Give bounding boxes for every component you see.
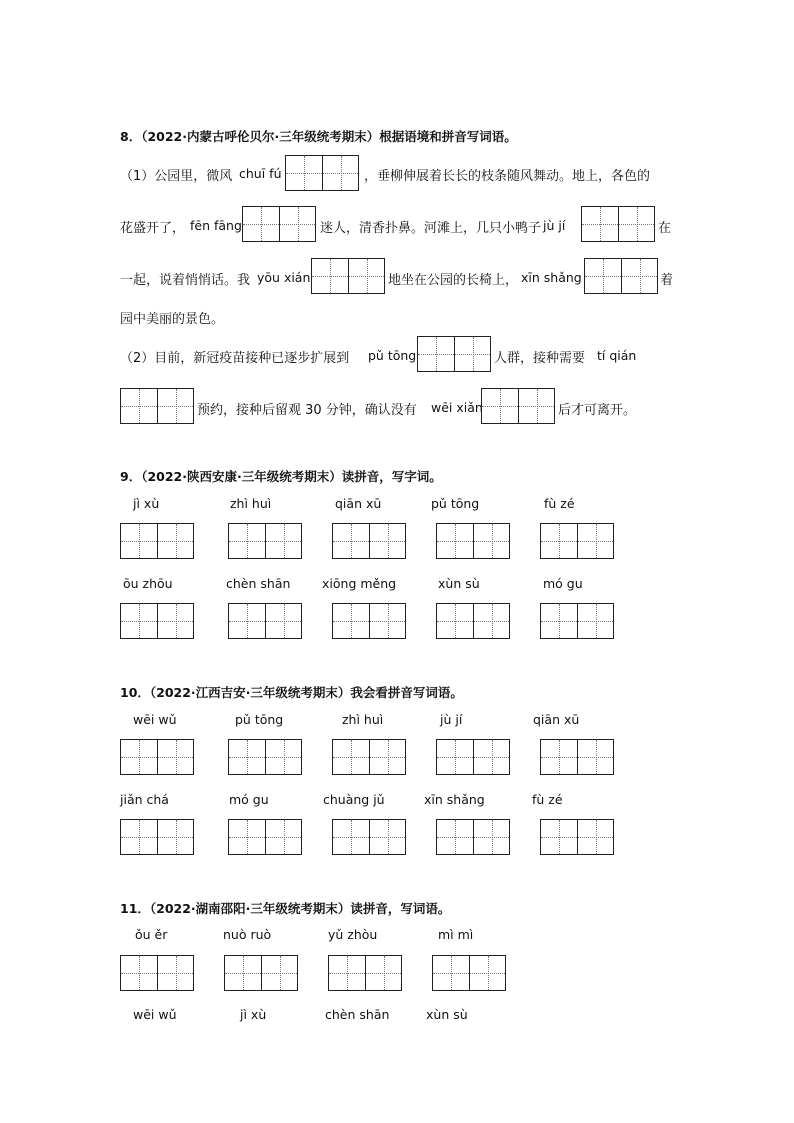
- q10-answer-box[interactable]: [228, 819, 302, 855]
- q8-text-2a: 花盛开了，: [120, 221, 186, 236]
- q9-answer-box[interactable]: [228, 523, 302, 559]
- q9-answer-box[interactable]: [332, 523, 406, 559]
- q9-answer-box[interactable]: [120, 603, 194, 639]
- q8-text-5a: （2）目前，新冠疫苗接种已逐步扩展到: [120, 351, 350, 366]
- q8-pinyin-weixian: wēi xiǎn: [431, 400, 483, 415]
- q9-pinyin: jì xù: [133, 496, 160, 511]
- q10-pinyin: xīn shǎng: [424, 792, 485, 807]
- q11-answer-box[interactable]: [224, 955, 298, 991]
- q11-pinyin: nuò ruò: [223, 927, 272, 942]
- q11-pinyin: xùn sù: [426, 1007, 468, 1022]
- q10-answer-box[interactable]: [540, 819, 614, 855]
- q9-pinyin: ōu zhōu: [123, 576, 173, 591]
- q11-pinyin: wēi wǔ: [133, 1007, 177, 1022]
- q10-pinyin: zhì huì: [342, 712, 384, 727]
- q9-answer-box[interactable]: [540, 603, 614, 639]
- q10-title: 10．（2022·江西吉安·三年级统考期末）我会看拼音写词语。: [120, 685, 463, 700]
- q11-answer-box[interactable]: [120, 955, 194, 991]
- q10-answer-box[interactable]: [332, 739, 406, 775]
- q11-pinyin: chèn shān: [325, 1007, 390, 1022]
- q8-text-3c: 着: [660, 273, 674, 288]
- q8-pinyin-youxian: yōu xián: [257, 270, 311, 285]
- q9-pinyin: pǔ tōng: [431, 496, 480, 511]
- q8-answer-box-putong[interactable]: [417, 336, 491, 372]
- q10-pinyin: mó gu: [229, 792, 269, 807]
- q10-pinyin: jiǎn chá: [120, 792, 169, 807]
- q9-answer-box[interactable]: [436, 603, 510, 639]
- q11-pinyin: jì xù: [240, 1007, 267, 1022]
- q8-answer-box-juji[interactable]: [581, 206, 655, 242]
- q8-text-5b: 人群，接种需要: [494, 351, 586, 366]
- q8-text-3b: 地坐在公园的长椅上，: [388, 273, 519, 288]
- q8-text-6a: 预约，接种后留观 30 分钟，确认没有: [197, 403, 417, 418]
- q9-pinyin: mó gu: [543, 576, 583, 591]
- q10-answer-box[interactable]: [436, 819, 510, 855]
- q8-pinyin-juji: jù jí: [543, 218, 566, 233]
- q8-answer-box-xinshang[interactable]: [584, 258, 658, 294]
- q8-text-2c: 在: [658, 221, 672, 236]
- q8-answer-box-fenfang[interactable]: [242, 206, 316, 242]
- q9-pinyin: qiān xū: [335, 496, 382, 511]
- q9-answer-box[interactable]: [332, 603, 406, 639]
- q9-answer-box[interactable]: [436, 523, 510, 559]
- q8-text-1b: ，垂柳伸展着长长的枝条随风舞动。地上，各色的: [364, 169, 651, 184]
- q10-pinyin: wēi wǔ: [133, 712, 177, 727]
- q9-pinyin: xùn sù: [438, 576, 480, 591]
- q11-answer-box[interactable]: [328, 955, 402, 991]
- q8-text-4: 园中美丽的景色。: [120, 312, 225, 327]
- q8-answer-box-weixian[interactable]: [481, 388, 555, 424]
- q9-pinyin: fù zé: [544, 496, 575, 511]
- q9-title: 9．（2022·陕西安康·三年级统考期末）读拼音，写字词。: [120, 469, 442, 484]
- q8-pinyin-fenfang: fēn fāng: [190, 218, 242, 233]
- q8-pinyin-xinshang: xīn shǎng: [521, 270, 582, 285]
- q10-pinyin: chuàng jǔ: [323, 792, 385, 807]
- q11-pinyin: ǒu ěr: [135, 927, 168, 942]
- q9-pinyin: xiōng měng: [322, 576, 397, 591]
- q10-pinyin: fù zé: [532, 792, 563, 807]
- q8-answer-box-chuifu[interactable]: [285, 155, 359, 191]
- q10-answer-box[interactable]: [120, 739, 194, 775]
- q11-answer-box[interactable]: [432, 955, 506, 991]
- q8-answer-box-tiqian[interactable]: [120, 388, 194, 424]
- q10-pinyin: qiān xū: [533, 712, 580, 727]
- q10-answer-box[interactable]: [436, 739, 510, 775]
- q9-answer-box[interactable]: [228, 603, 302, 639]
- q10-answer-box[interactable]: [540, 739, 614, 775]
- q8-pinyin-chuifu: chuī fú: [239, 166, 282, 181]
- q8-answer-box-youxian[interactable]: [311, 258, 385, 294]
- q8-text-1a: （1）公园里，微风: [120, 169, 233, 184]
- q8-pinyin-putong: pǔ tōng: [368, 348, 417, 363]
- q10-answer-box[interactable]: [228, 739, 302, 775]
- q9-pinyin: zhì huì: [230, 496, 272, 511]
- q11-pinyin: yǔ zhòu: [328, 927, 378, 942]
- q8-text-6b: 后才可离开。: [558, 403, 637, 418]
- q10-answer-box[interactable]: [332, 819, 406, 855]
- q11-pinyin: mì mì: [438, 927, 474, 942]
- q9-pinyin: chèn shān: [226, 576, 291, 591]
- q9-answer-box[interactable]: [120, 523, 194, 559]
- q10-pinyin: jù jí: [440, 712, 463, 727]
- q8-title: 8．（2022·内蒙古呼伦贝尔·三年级统考期末）根据语境和拼音写词语。: [120, 129, 517, 144]
- q8-text-2b: 迷人，清香扑鼻。河滩上，几只小鸭子: [320, 221, 542, 236]
- q11-title: 11．（2022·湖南邵阳·三年级统考期末）读拼音，写词语。: [120, 901, 451, 916]
- q10-answer-box[interactable]: [120, 819, 194, 855]
- q10-pinyin: pǔ tōng: [235, 712, 284, 727]
- q8-text-3a: 一起，说着悄悄话。我: [120, 273, 251, 288]
- q8-pinyin-tiqian: tí qián: [597, 348, 637, 363]
- q9-answer-box[interactable]: [540, 523, 614, 559]
